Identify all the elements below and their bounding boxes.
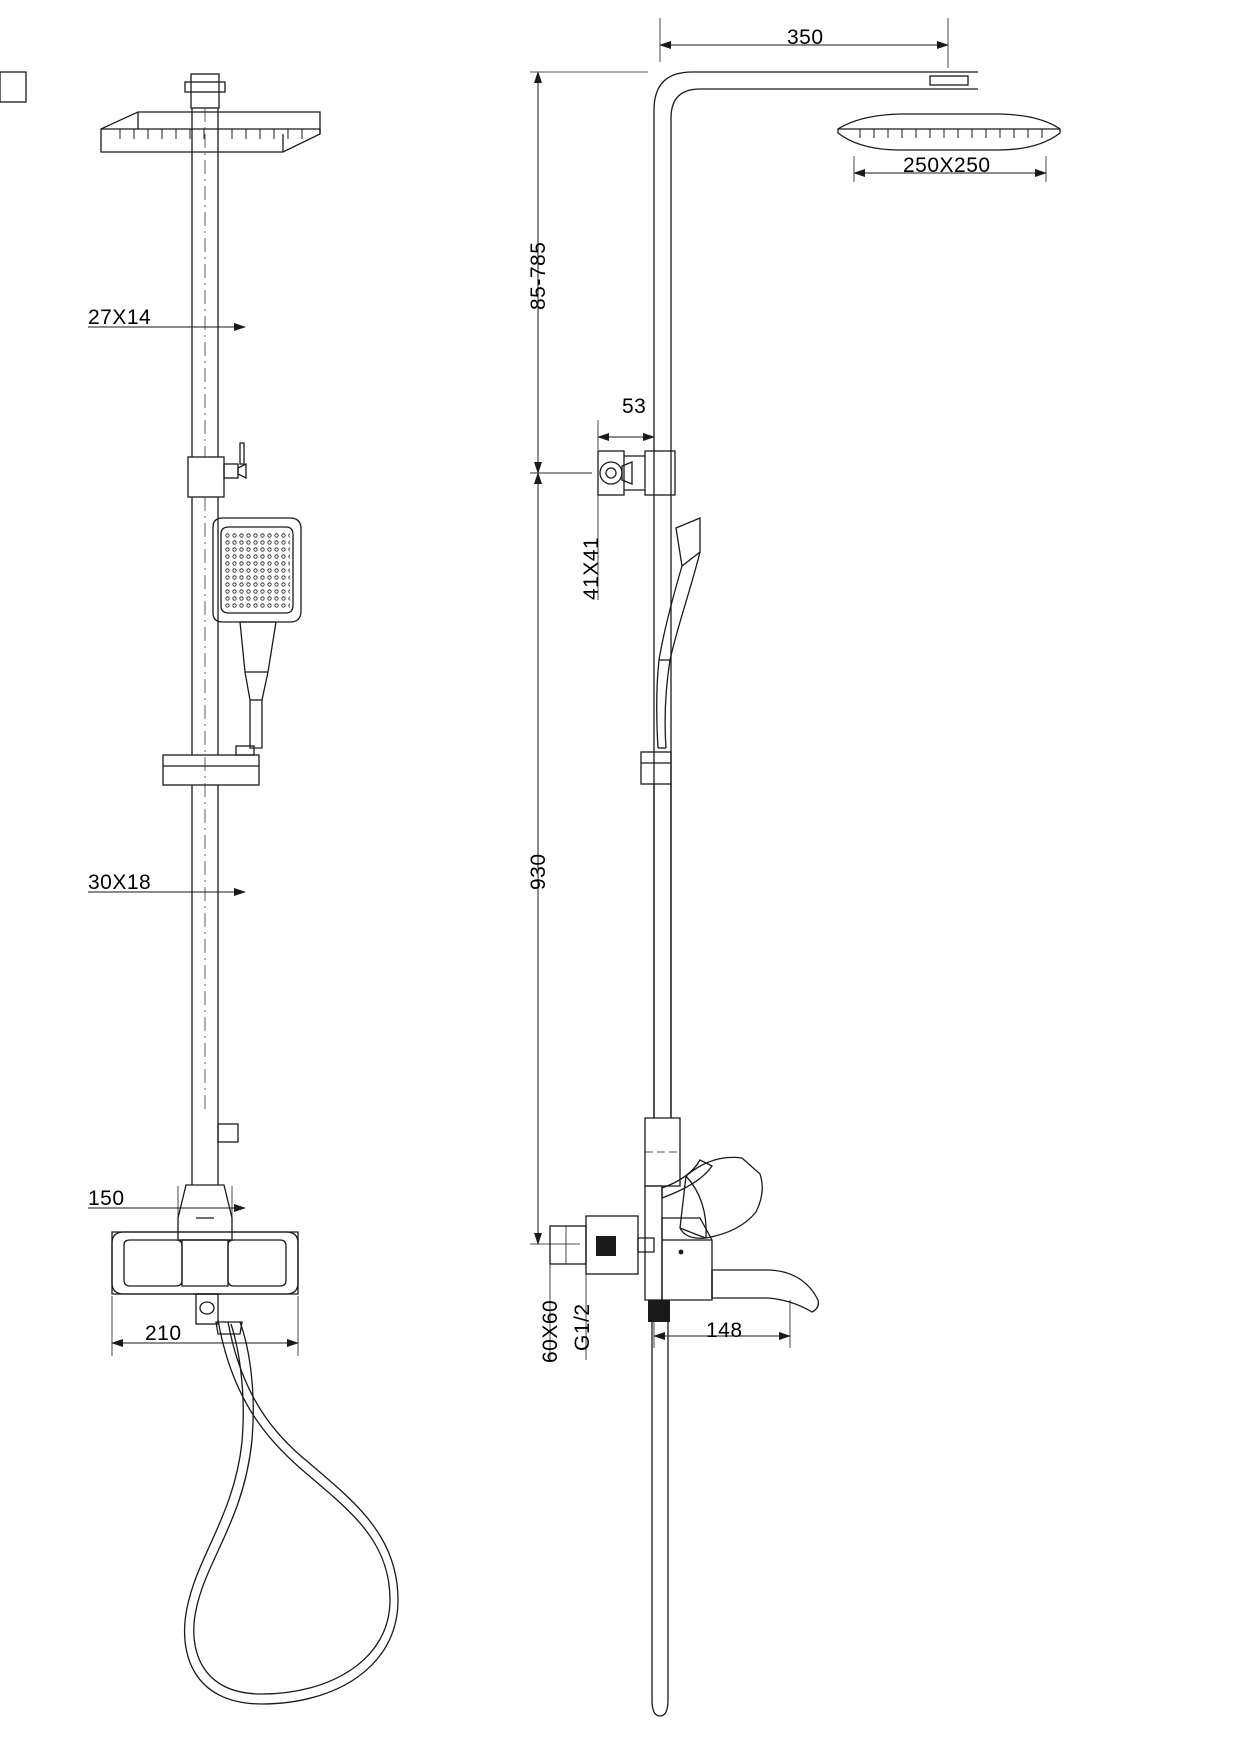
dim-label-150: 150 [88, 1187, 125, 1210]
dim-label-350: 350 [787, 26, 824, 49]
dim-label-250x250: 250X250 [903, 154, 991, 177]
dim-label-60x60: 60X60 [539, 1299, 562, 1363]
dim-label-85-785: 85-785 [527, 241, 550, 310]
dim-label-930: 930 [527, 853, 550, 890]
dim-label-41x41: 41X41 [580, 536, 603, 600]
dim-label-53: 53 [622, 395, 647, 418]
side-view-group [0, 72, 1060, 1716]
dim-label-g12: G1/2 [571, 1303, 594, 1351]
dim-label-27x14: 27X14 [88, 306, 152, 329]
dim-label-210: 210 [145, 1322, 182, 1345]
side-view-dimensions [527, 18, 1046, 1360]
dim-label-30x18: 30X18 [88, 871, 152, 894]
dim-label-148: 148 [706, 1319, 743, 1342]
